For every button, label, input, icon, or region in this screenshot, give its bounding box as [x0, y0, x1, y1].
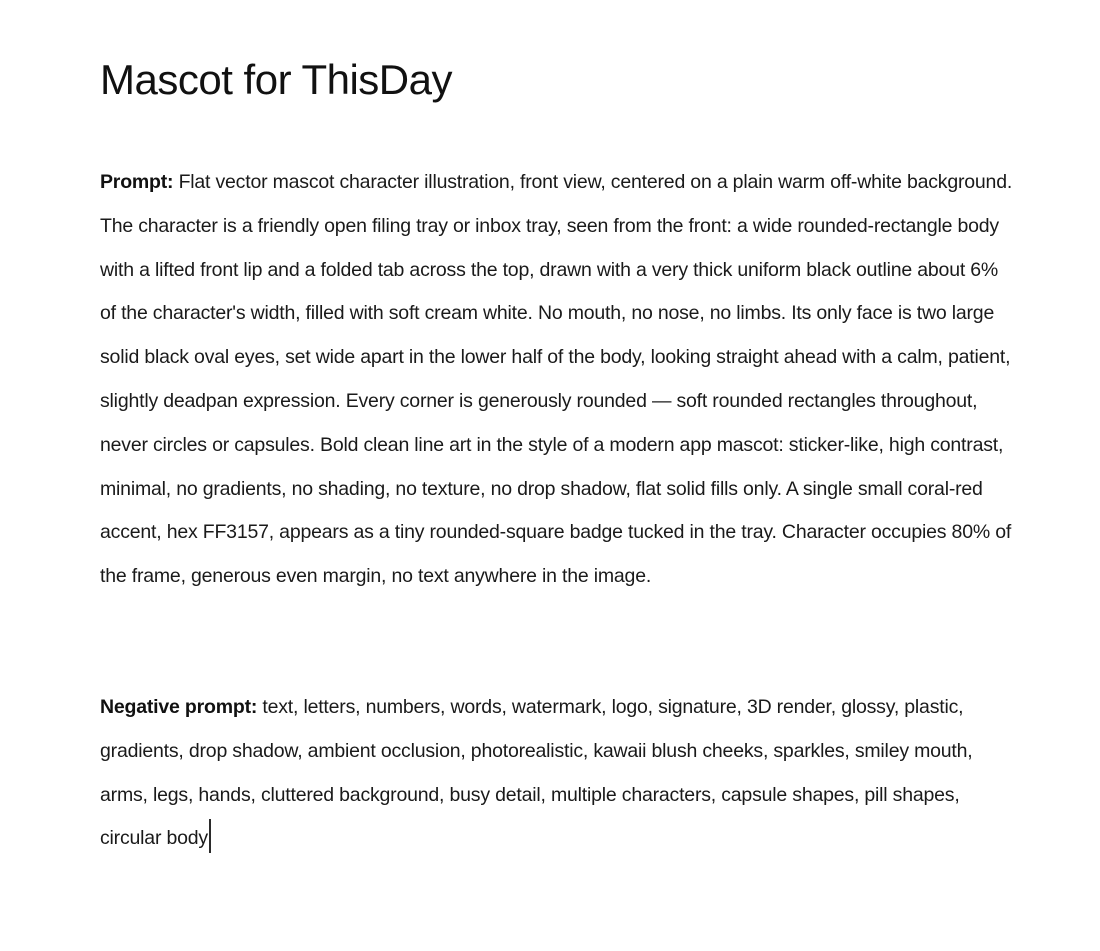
negative-prompt-text: text, letters, numbers, words, watermark, logo, signature, 3D render, glossy, plastic, gradients, drop shadow, ambient occlusion, photorealistic, kawaii blush cheeks, sparkles, smiley mouth, arms, legs, hands, cluttered background, busy detail, multiple characters, capsule shapes, pill shapes, circular body	[100, 696, 973, 850]
prompt-paragraph[interactable]	[100, 161, 1015, 599]
prompt-text: Flat vector mascot character illustration, front view, centered on a plain warm off-white background. The character is a friendly open filing tray or inbox tray, seen from the front: a wide rounded-rectangle body with a lifted front lip and a folded tab across the top, drawn with a very thick uniform black outline about 6% of the character's width, filled with soft cream white. No mouth, no nose, no limbs. Its only face is two large solid black oval eyes, set wide apart in the lower half of the body, looking straight ahead with a calm, patient, slightly deadpan expression. Every corner is generously rounded — soft rounded rectangles throughout, never circles or capsules. Bold clean line art in the style of a modern app mascot: sticker-like, high contrast, minimal, no gradients, no shading, no texture, no drop shadow, flat solid fills only. A single small coral-red accent, hex FF3157, appears as a tiny rounded-square badge tucked in the tray. Character occupies 80% of the frame, generous even margin, no text anywhere in the image.	[100, 171, 1013, 588]
prompt-label: Prompt:	[100, 171, 174, 193]
text-cursor	[209, 819, 211, 853]
negative-prompt-label: Negative prompt:	[100, 696, 258, 718]
document-title[interactable]: Mascot for ThisDay	[100, 56, 452, 103]
negative-prompt-paragraph[interactable]	[100, 686, 1015, 861]
